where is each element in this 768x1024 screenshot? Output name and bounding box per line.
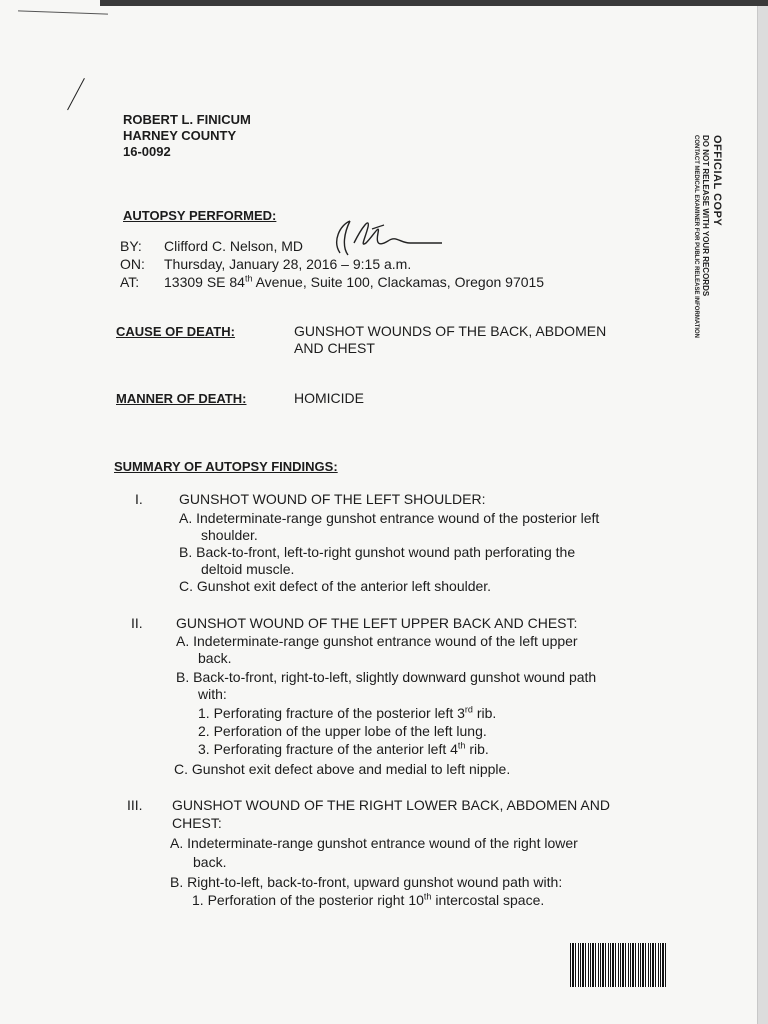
s3-item-b-line1: B. Right-to-left, back-to-front, upward gunshot wound path with: bbox=[170, 874, 563, 890]
s1-item-a-line1: A. Indeterminate-range gunshot entrance wound of the posterior left bbox=[179, 510, 600, 526]
case-number: 16-0092 bbox=[123, 144, 171, 159]
section-3-title-line1: GUNSHOT WOUND OF THE RIGHT LOWER BACK, ABDOMEN AND bbox=[172, 797, 610, 813]
section-1-number: I. bbox=[135, 491, 143, 507]
by-value: Clifford C. Nelson, MD bbox=[164, 238, 304, 254]
summary-heading: SUMMARY OF AUTOPSY FINDINGS: bbox=[114, 459, 338, 474]
s2-item-b-line1: B. Back-to-front, right-to-left, slightly downward gunshot wound path bbox=[176, 669, 597, 685]
section-2-number: II. bbox=[131, 615, 143, 631]
on-value: Thursday, January 28, 2016 – 9:15 a.m. bbox=[164, 256, 412, 272]
official-copy-stamp bbox=[683, 135, 723, 370]
s2-item-a-line1: A. Indeterminate-range gunshot entrance wound of the left upper bbox=[176, 633, 578, 649]
s2-item-a-line2: back. bbox=[198, 650, 232, 666]
signature bbox=[310, 213, 450, 263]
county: HARNEY COUNTY bbox=[123, 128, 237, 143]
cause-line-1: GUNSHOT WOUNDS OF THE BACK, ABDOMEN bbox=[294, 323, 607, 339]
manner-value: HOMICIDE bbox=[294, 390, 364, 406]
s2-subitem-3: 3. Perforating fracture of the anterior left 4th rib. bbox=[198, 740, 489, 757]
section-3-number: III. bbox=[127, 797, 143, 813]
by-label: BY: bbox=[120, 238, 142, 254]
stamp-line-1: OFFICIAL COPY bbox=[711, 135, 723, 227]
page-top-edge bbox=[100, 0, 768, 6]
s3-subitem-1: 1. Perforation of the posterior right 10th intercostal space. bbox=[192, 891, 545, 908]
s2-item-b-line2: with: bbox=[198, 686, 227, 702]
manner-label: MANNER OF DEATH: bbox=[116, 391, 247, 406]
s1-item-b-line1: B. Back-to-front, left-to-right gunshot wound path perforating the bbox=[179, 544, 576, 560]
at-label: AT: bbox=[120, 274, 140, 290]
s2-subitem-1: 1. Perforating fracture of the posterior left 3rd rib. bbox=[198, 704, 497, 721]
decedent-name: ROBERT L. FINICUM bbox=[123, 112, 251, 127]
section-1-title: GUNSHOT WOUND OF THE LEFT SHOULDER: bbox=[179, 491, 486, 507]
stamp-line-3: CONTACT MEDICAL EXAMINER FOR PUBLIC RELEASE INFORMATION bbox=[693, 135, 699, 338]
barcode bbox=[570, 943, 666, 987]
at-value: 13309 SE 84th Avenue, Suite 100, Clackamas, Oregon 97015 bbox=[164, 273, 545, 290]
s1-item-c: C. Gunshot exit defect of the anterior left shoulder. bbox=[179, 578, 492, 594]
on-label: ON: bbox=[120, 256, 145, 272]
s3-item-a-line1: A. Indeterminate-range gunshot entrance wound of the right lower bbox=[170, 835, 578, 851]
cause-line-2: AND CHEST bbox=[294, 340, 375, 356]
section-3-title-line2: CHEST: bbox=[172, 815, 222, 831]
section-2-title: GUNSHOT WOUND OF THE LEFT UPPER BACK AND CHEST: bbox=[176, 615, 578, 631]
stamp-line-2: DO NOT RELEASE WITH YOUR RECORDS bbox=[701, 135, 710, 297]
s2-item-c: C. Gunshot exit defect above and medial to left nipple. bbox=[174, 761, 511, 777]
s1-item-a-line2: shoulder. bbox=[201, 527, 258, 543]
cause-label: CAUSE OF DEATH: bbox=[116, 324, 235, 339]
s1-item-b-line2: deltoid muscle. bbox=[201, 561, 295, 577]
autopsy-heading: AUTOPSY PERFORMED: bbox=[123, 208, 277, 223]
s2-subitem-2: 2. Perforation of the upper lobe of the left lung. bbox=[198, 723, 487, 739]
s3-item-a-line2: back. bbox=[193, 854, 227, 870]
